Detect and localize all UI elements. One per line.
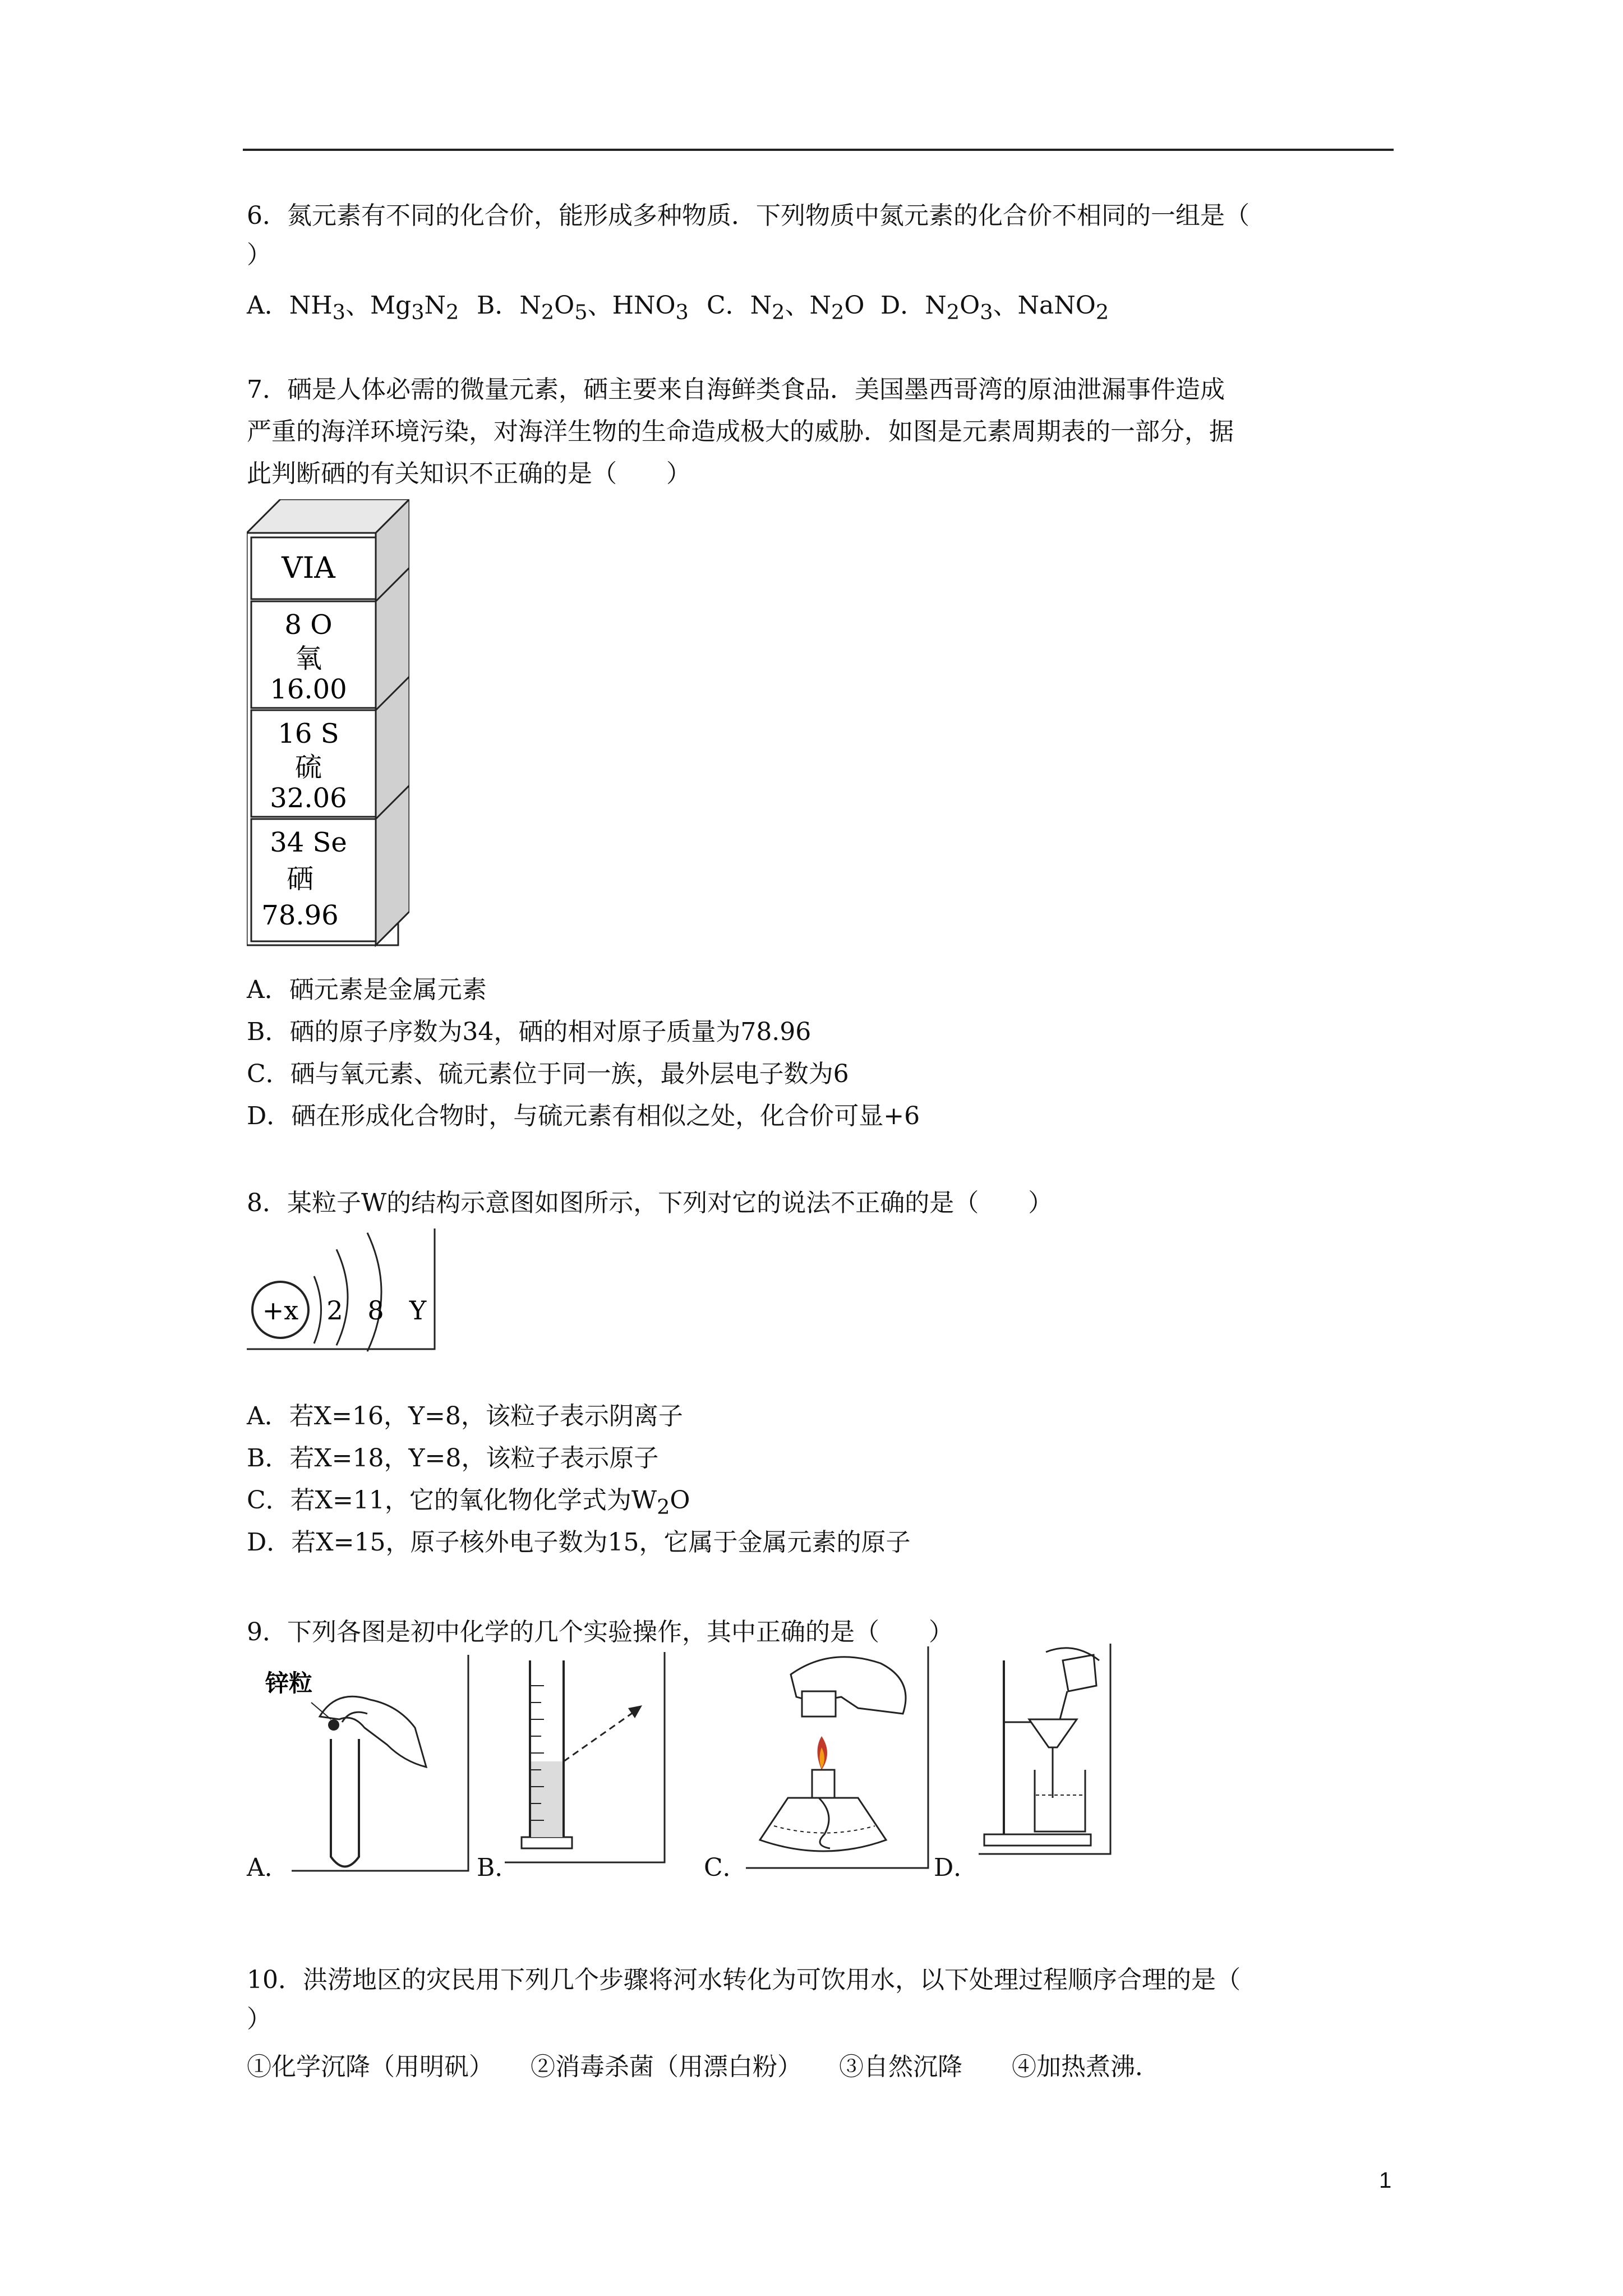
header-rule xyxy=(243,149,1394,151)
q9-label-d: D． xyxy=(934,1853,979,1882)
q6-stem-line1: 6．氮元素有不同的化合价，能形成多种物质．下列物质中氮元素的化合价不相同的一组是（ xyxy=(247,201,1249,230)
q7-stem-line2: 严重的海洋环境污染，对海洋生物的生命造成极大的威胁．如图是元素周期表的一部分，据 xyxy=(247,417,1234,446)
sulfur-name: 硫 xyxy=(294,752,322,783)
q8-option-d: D．若X=15，原子核外电子数为15，它属于金属元素的原子 xyxy=(247,1528,911,1557)
q9-stem: 9．下列各图是初中化学的几个实验操作，其中正确的是（ ） xyxy=(247,1618,953,1646)
periodic-table-figure xyxy=(247,499,409,948)
q9-label-c: C． xyxy=(704,1853,748,1882)
q8-option-a: A．若X=16，Y=8，该粒子表示阴离子 xyxy=(247,1402,683,1430)
selenium-name: 硒 xyxy=(286,863,314,895)
q7-option-a: A．硒元素是金属元素 xyxy=(247,976,487,1004)
q7-option-c: C．硒与氧元素、硫元素位于同一族，最外层电子数为6 xyxy=(247,1060,849,1088)
q6-option-c: C．$N_2$、$N_2O$ xyxy=(707,291,865,324)
q7-option-d: D．硒在形成化合物时，与硫元素有相似之处，化合价可显+6 xyxy=(247,1102,920,1130)
zinc-label: 锌粒 xyxy=(265,1669,313,1697)
oxygen-name: 氧 xyxy=(294,643,322,674)
q7-option-b: B．硒的原子序数为34，硒的相对原子质量为78.96 xyxy=(247,1018,811,1046)
alcohol-lamp-lighting-figure xyxy=(746,1646,931,1871)
q6-option-d: D．$N_2O_3$、NaNO$_2$ xyxy=(880,291,1109,324)
q10-stem-line2: ） xyxy=(247,2005,271,2033)
atom-structure-diagram xyxy=(247,1228,437,1352)
shell-3-electrons: Y xyxy=(409,1295,427,1326)
group-label: VIA xyxy=(282,551,335,585)
oxygen-number-symbol: 8 O xyxy=(284,609,333,641)
q6-stem-line2: ） xyxy=(247,241,271,269)
q9-label-b: B． xyxy=(477,1853,520,1882)
shell-1-electrons: 2 xyxy=(326,1295,343,1326)
q7-stem-line3: 此判断硒的有关知识不正确的是（ ） xyxy=(247,459,691,488)
q9-label-a: A． xyxy=(247,1853,289,1882)
graduated-cylinder-reading-figure xyxy=(505,1652,667,1865)
zinc-into-test-tube-figure xyxy=(247,1655,471,1874)
q6-option-b: B．$N_2O_5$、$HNO_3$ xyxy=(477,291,689,324)
q6-option-a: A．$NH_3$、$Mg_3N_2$ xyxy=(247,291,459,324)
page-number: 1 xyxy=(1379,2168,1392,2193)
q8-stem: 8．某粒子W的结构示意图如图所示，下列对它的说法不正确的是（ ） xyxy=(247,1189,1053,1217)
oxygen-mass: 16.00 xyxy=(270,674,347,705)
selenium-mass: 78.96 xyxy=(261,900,339,931)
q8-option-c: C．若X=11，它的氧化物化学式为$W_2O$ xyxy=(247,1486,690,1519)
sulfur-number-symbol: 16 S xyxy=(278,718,339,749)
q7-stem-line1: 7．硒是人体必需的微量元素，硒主要来自海鲜类食品．美国墨西哥湾的原油泄漏事件造成 xyxy=(247,375,1225,404)
q10-steps: ①化学沉降（用明矾） ②消毒杀菌（用漂白粉） ③自然沉降 ④加热煮沸． xyxy=(247,2053,1160,2081)
sulfur-mass: 32.06 xyxy=(270,783,347,814)
nucleus-charge: +x xyxy=(262,1295,299,1326)
filtration-setup-figure xyxy=(979,1644,1113,1857)
selenium-number-symbol: 34 Se xyxy=(270,827,347,858)
q8-option-b: B．若X=18，Y=8，该粒子表示原子 xyxy=(247,1444,659,1473)
q10-stem-line1: 10．洪涝地区的灾民用下列几个步骤将河水转化为可饮用水，以下处理过程顺序合理的是（ xyxy=(247,1966,1241,1994)
shell-2-electrons: 8 xyxy=(367,1295,384,1326)
